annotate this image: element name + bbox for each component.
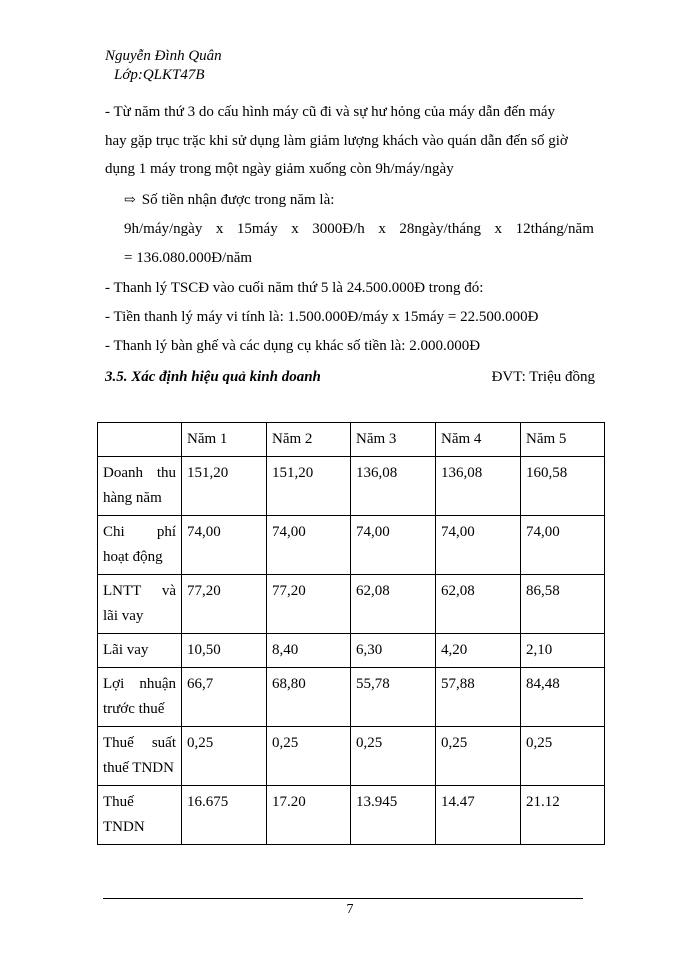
table-cell: 84,48 bbox=[521, 668, 605, 727]
table-cell: 2,10 bbox=[521, 634, 605, 668]
page-header bbox=[105, 47, 222, 85]
table-cell: 16.675 bbox=[182, 786, 267, 845]
calc-operator: x bbox=[378, 221, 386, 237]
class-name: Lớp:QLKT47B bbox=[114, 67, 205, 83]
table-cell: 0,25 bbox=[267, 727, 351, 786]
table-cell: 74,00 bbox=[267, 516, 351, 575]
table-header-row bbox=[98, 423, 605, 457]
table-cell: 77,20 bbox=[267, 575, 351, 634]
table-cell: 57,88 bbox=[436, 668, 521, 727]
table-row bbox=[98, 575, 605, 634]
table-cell: 74,00 bbox=[182, 516, 267, 575]
table-row bbox=[98, 668, 605, 727]
table-row bbox=[98, 727, 605, 786]
table-cell: 0,25 bbox=[436, 727, 521, 786]
table-cell: 66,7 bbox=[182, 668, 267, 727]
calculation-result: = 136.080.000Đ/năm bbox=[124, 250, 253, 266]
table-cell: 74,00 bbox=[351, 516, 436, 575]
calc-term: 9h/máy/ngày bbox=[124, 221, 203, 237]
table-row bbox=[98, 457, 605, 516]
row-label: Doanh thu hàng năm bbox=[98, 457, 182, 516]
author-name: Nguyễn Đình Quân bbox=[105, 48, 222, 64]
table-cell: 136,08 bbox=[436, 457, 521, 516]
row-label: Lợi nhuận trước thuế bbox=[98, 668, 182, 727]
table-cell: 62,08 bbox=[351, 575, 436, 634]
table-cell: 0,25 bbox=[351, 727, 436, 786]
page-number: 7 bbox=[346, 902, 354, 917]
footer-divider bbox=[103, 898, 583, 899]
table-row bbox=[98, 786, 605, 845]
row-label: Chi phí hoạt động bbox=[98, 516, 182, 575]
row-label: LNTT và lãi vay bbox=[98, 575, 182, 634]
table-cell: 14.47 bbox=[436, 786, 521, 845]
table-header-cell bbox=[98, 423, 182, 457]
unit-label: ĐVT: Triệu đồng bbox=[491, 369, 595, 385]
table-cell: 10,50 bbox=[182, 634, 267, 668]
table-cell: 21.12 bbox=[521, 786, 605, 845]
calc-term: 15máy bbox=[236, 221, 278, 237]
calc-term: 12tháng/năm bbox=[515, 221, 594, 237]
table-header-cell: Năm 2 bbox=[267, 423, 351, 457]
arrow-line bbox=[124, 192, 334, 209]
table-cell: 17.20 bbox=[267, 786, 351, 845]
arrow-right-icon: ⇨ bbox=[124, 193, 136, 208]
arrow-text: Số tiền nhận được trong năm là: bbox=[141, 192, 335, 208]
table-row bbox=[98, 634, 605, 668]
table-cell: 74,00 bbox=[521, 516, 605, 575]
table-cell: 0,25 bbox=[521, 727, 605, 786]
table-cell: 8,40 bbox=[267, 634, 351, 668]
section-title: 3.5. Xác định hiệu quả kinh doanh bbox=[105, 369, 321, 385]
calc-operator: x bbox=[215, 221, 224, 237]
table-cell: 136,08 bbox=[351, 457, 436, 516]
liquidation-line-1: - Thanh lý TSCĐ vào cuối năm thứ 5 là 24.500.000Đ trong đó: bbox=[105, 280, 484, 296]
calculation-line bbox=[124, 221, 594, 238]
paragraph-line-2: hay gặp trục trặc khi sử dụng làm giảm lượng khách vào quán dẫn đến số giờ bbox=[105, 133, 568, 149]
table-row bbox=[98, 516, 605, 575]
table-header-cell: Năm 5 bbox=[521, 423, 605, 457]
table-header-cell: Năm 3 bbox=[351, 423, 436, 457]
table-cell: 6,30 bbox=[351, 634, 436, 668]
row-label: Thuế TNDN bbox=[98, 786, 182, 845]
table-cell: 55,78 bbox=[351, 668, 436, 727]
table-cell: 77,20 bbox=[182, 575, 267, 634]
table-cell: 86,58 bbox=[521, 575, 605, 634]
table-cell: 151,20 bbox=[267, 457, 351, 516]
table-cell: 74,00 bbox=[436, 516, 521, 575]
row-label: Thuế suất thuế TNDN bbox=[98, 727, 182, 786]
table-header-cell: Năm 1 bbox=[182, 423, 267, 457]
liquidation-line-3: - Thanh lý bàn ghế và các dụng cụ khác số tiền là: 2.000.000Đ bbox=[105, 338, 481, 354]
table-cell: 151,20 bbox=[182, 457, 267, 516]
paragraph-line-1: - Từ năm thứ 3 do cấu hình máy cũ đi và sự hư hỏng của máy dẫn đến máy bbox=[105, 104, 556, 120]
table-cell: 4,20 bbox=[436, 634, 521, 668]
business-efficiency-table bbox=[97, 422, 605, 845]
calc-term: 3000Đ/h bbox=[312, 221, 365, 237]
calc-term: 28ngày/tháng bbox=[399, 221, 481, 237]
table-cell: 160,58 bbox=[521, 457, 605, 516]
row-label: Lãi vay bbox=[98, 634, 182, 668]
table-cell: 0,25 bbox=[182, 727, 267, 786]
table-cell: 13.945 bbox=[351, 786, 436, 845]
table-header-cell: Năm 4 bbox=[436, 423, 521, 457]
table-cell: 62,08 bbox=[436, 575, 521, 634]
table-cell: 68,80 bbox=[267, 668, 351, 727]
calc-operator: x bbox=[494, 221, 503, 237]
paragraph-line-3: dụng 1 máy trong một ngày giảm xuống còn 9h/máy/ngày bbox=[105, 161, 454, 177]
liquidation-line-2: - Tiền thanh lý máy vi tính là: 1.500.000Đ/máy x 15máy = 22.500.000Đ bbox=[105, 309, 539, 325]
calc-operator: x bbox=[291, 221, 299, 237]
